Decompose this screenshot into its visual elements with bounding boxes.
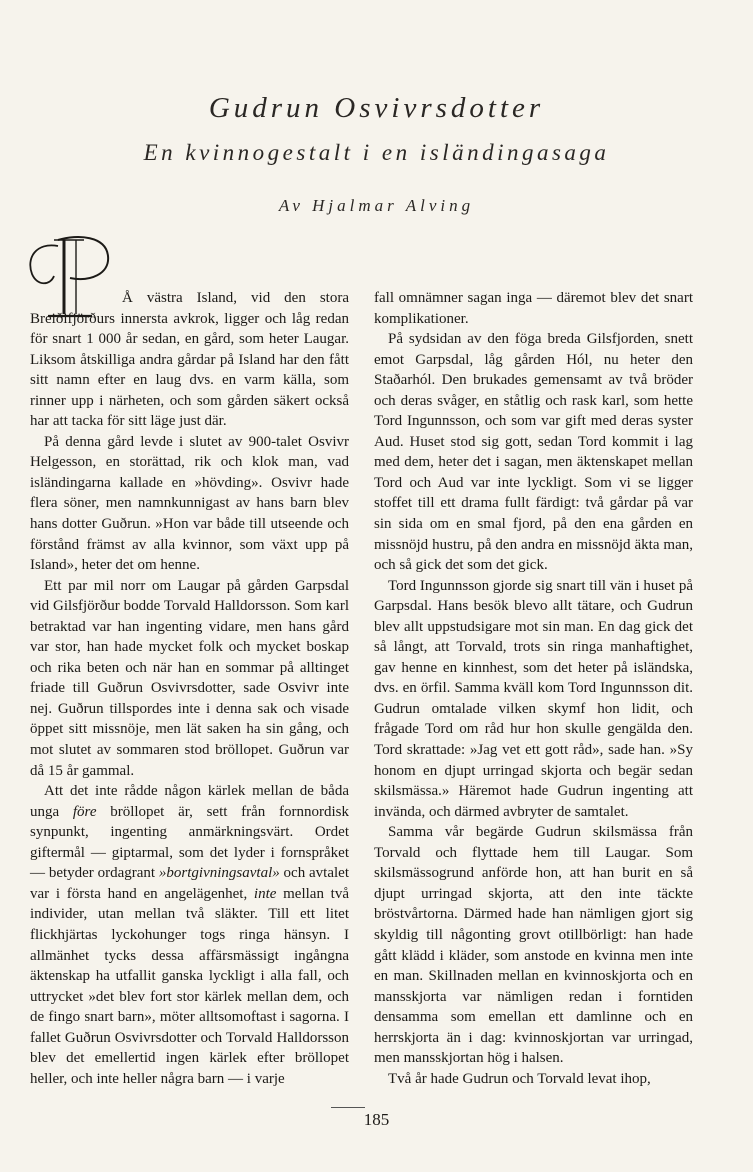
paragraph: Två år hade Gudrun och Torvald levat ihop,	[388, 1070, 651, 1087]
paragraph: På denna gård levde i slutet av 900-talet Osvivr Helgesson, en storättad, rik och klok man, vad isländingarna kallade en »hövding». Osvivr hade flera söner, men namnkunnigast av hans barn blev hans dotter Guðrun. »Hon var både till utseende och förstånd främst av alla kvinnor, som växt upp på Island», heter det om henne.	[30, 433, 349, 574]
author-byline: Av Hjalmar Alving	[278, 196, 475, 215]
paragraph: På sydsidan av den föga breda Gilsfjorden, snett emot Garpsdal, låg gården Hól, nu heter den Staðarhól. Den brukades gemensamt av två bröder och deras svåger, en ståtlig och rask karl, som hette Tord Ingunnsson, och som var gift med deras syster Aud. Huset stod sig gott, sedan Tord kommit i lag med dem, heter det i sagan, men äktenskapet mellan Tord och Aud var inte lyckligt. Som vi se ligger stoffet till ett drama fullt färdigt: två gårdar på var sin sida om en smal fjord, på den ena gården en missnöjd hustru, på den andra en missnöjd äkta man, och så gick det som det gick.	[374, 331, 693, 574]
paragraph: Tord Ingunnsson gjorde sig snart till vän i huset på Garpsdal. Hans besök blevo allt tätare, och Gudrun blev allt uppstudsigare mot sin man. En dag gick det så långt, att Torvald, trots sin ringa manhaftighet, gav henne en kinnhest, som det heter på isländska, dvs. en örfil. Samma kväll kom Tord Ingunnsson dit. Gudrun omtalade vilken skymf hon lidit, och frågade Tord om råd hur hon skulle gengälda den. Tord skrattade: »Jag vet ett gott råd», sade han. »Sy honom en djupt urringad skjorta och begär sedan skilsmässa.» Häremot hade Gudrun ingenting att invända, och därmed avbryter de samtalet.	[374, 577, 693, 820]
paragraph: Att det inte rådde någon kärlek mellan de båda unga före bröllopet är, sett från fornnordisk synpunkt, ingenting anmärkningsvärt. Ordet giftermål — giptarmal, som det lyder i fornspråket — betyder ordagrant »bortgivningsavtal» och avtalet var i första hand en angelägenhet, inte mellan två individer, utan mellan två släkter. Till ett litet flickhjärtas lyckohunger togs ringa hänsyn. I allmänhet tycks dessa affärsmässigt ingångna äktenskap ha utfallit ganska lyckligt i alla fall, och uttrycket »det blev fort stor kärlek mellan dem, och de fingo snart barn», möter alltsomoftast i sagorna. I fallet Guðrun Osvivrsdotter och Torvald Halldorsson blev det emellertid ingen kärlek efter bröllopet heller, och inte heller några barn — i varje	[30, 783, 349, 1087]
paragraph: fall omnämner sagan inga — däremot blev det snart komplikationer.	[374, 290, 693, 327]
page-number-rule	[331, 1107, 365, 1108]
paragraph: Ett par mil norr om Laugar på gården Garpsdal vid Gilsfjörður bodde Torvald Halldorsson. Som karl betraktad var han ingenting vidare, men hans gård var stor, han hade mycket folk och mycket boskap och rika beten och när han en sommar på alltinget friade till Guðrun Osvivrsdotter, sade Osvivr inte nej. Guðrun tillspordes inte i denna sak och visade öppet sitt missnöje, men lät saken ha sin gång, och mot slutet av sommaren stod bröllopet. Guðrun var då 15 år gammal.	[30, 577, 349, 779]
paragraph: Å västra Island, vid den stora Breiðifjörðurs innersta avkrok, ligger och låg redan för snart 1 000 år sedan, en gård, som heter Laugar. Liksom åtskilliga andra gårdar på Island har den fått sitt namn efter en laug dvs. en varm källa, som rinner upp i närheten, och som gården säkert också har att tacka för sitt läge just där.	[30, 290, 349, 430]
paragraph: Samma vår begärde Gudrun skilsmässa från Torvald och flyttade hem till Laugar. Som skilsmässogrund anförde hon, att han burit en så djupt urringad skjorta, att den inte täckte bröstvårtorna. Därmed hade han nämligen gjort sig skyldig till någonting grovt otillbörligt: han hade gått klädd i kläder, som anstode en kvinna men inte en man. Skillnaden mellan en kvinnoskjorta och en mansskjorta var nämligen redan i forntiden densamma som emellan ett damlinne och en herrskjorta än i dag: kvinnoskjortan var urringad, men mansskjortan hög i halsen.	[374, 824, 693, 1067]
article-title: Gudrun Osvivrsdotter	[208, 92, 545, 124]
page-number: 185	[363, 1110, 390, 1129]
left-column	[30, 288, 349, 1089]
right-column	[374, 288, 693, 1089]
article-subtitle: En kvinnogestalt i en isländingasaga	[143, 140, 610, 165]
